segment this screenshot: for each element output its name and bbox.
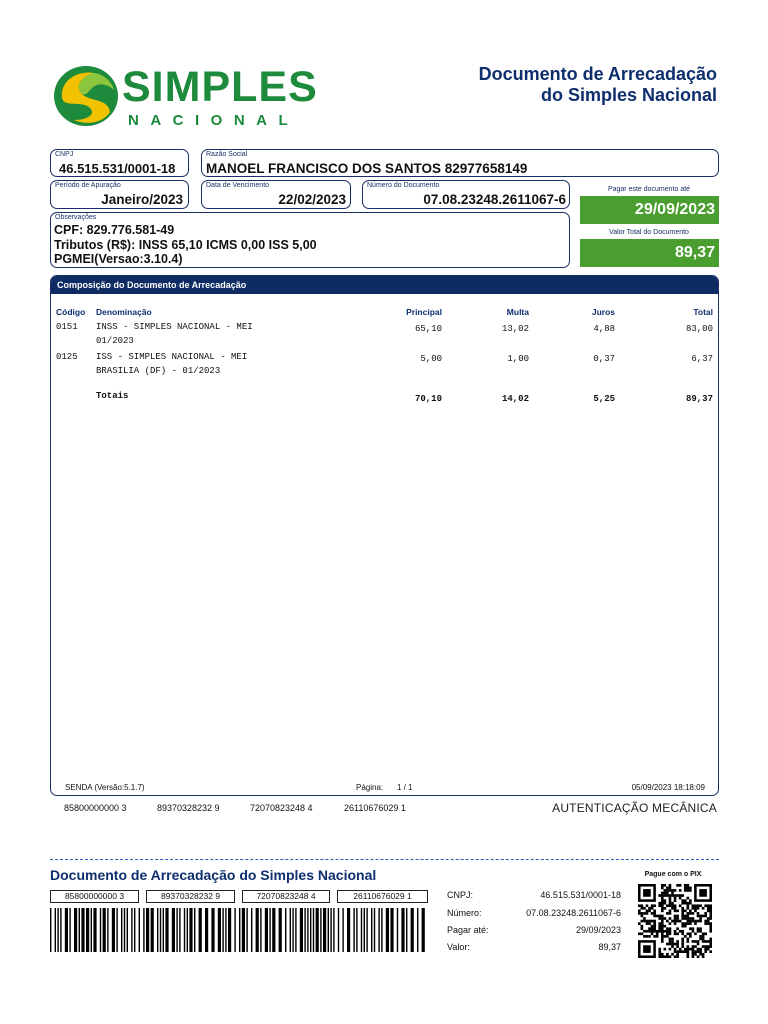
slip-pagar-ate-value: 29/09/2023 <box>575 925 621 935</box>
totals-label: Totais <box>96 391 129 401</box>
document-title-line2: do Simples Nacional <box>540 85 717 105</box>
linha-digitavel-3: 72070823248 4 <box>250 803 313 813</box>
slip-numero-label: Número: <box>447 908 482 918</box>
razao-social-label: Razão Social <box>206 151 248 158</box>
pagina-value: 1 / 1 <box>397 783 413 792</box>
totals-juros: 5,25 <box>593 394 615 404</box>
document-title-line1: Documento de Arrecadação <box>478 64 717 84</box>
pix-qrcode-icon[interactable] <box>638 884 712 958</box>
totals-total: 89,37 <box>685 394 713 404</box>
slip-cnpj-value: 46.515.531/0001-18 <box>540 890 621 900</box>
valor-total-label: Valor Total do Documento <box>609 229 689 236</box>
cut-line <box>50 859 719 860</box>
composicao-title: Composição do Documento de Arrecadação <box>51 276 718 294</box>
col-codigo: Código <box>56 307 86 317</box>
linha-digitavel-1: 85800000000 3 <box>64 803 127 813</box>
slip-valor-value: 89,37 <box>598 942 621 952</box>
slip-pagar-ate-label: Pagar até: <box>447 925 489 935</box>
numero-documento-label: Número do Documento <box>367 182 440 189</box>
composicao-panel <box>50 275 719 796</box>
row-codigo: 0125 <box>56 352 78 362</box>
cnpj-label: CNPJ <box>55 151 74 158</box>
slip-number-box-2: 89370328232 9 <box>146 890 235 903</box>
razao-social-value: MANOEL FRANCISCO DOS SANTOS 82977658149 <box>206 161 528 176</box>
totals-multa: 14,02 <box>501 394 529 404</box>
simples-logo-icon <box>52 64 120 128</box>
logo-wordmark: SIMPLES <box>122 63 318 111</box>
row-juros: 0,37 <box>593 354 615 364</box>
slip-numero-value: 07.08.23248.2611067-6 <box>526 908 621 918</box>
razao-social-field <box>201 149 719 177</box>
row-total: 83,00 <box>685 324 713 334</box>
periodo-label: Período de Apuração <box>55 182 121 189</box>
row-principal: 5,00 <box>420 354 442 364</box>
slip-title: Documento de Arrecadação do Simples Nacional <box>50 867 377 883</box>
vencimento-value: 22/02/2023 <box>278 192 346 207</box>
slip-number-box-1: 85800000000 3 <box>50 890 139 903</box>
col-denominacao: Denominação <box>96 307 152 317</box>
row-denominacao-line1: ISS - SIMPLES NACIONAL - MEI <box>96 352 248 362</box>
row-multa: 1,00 <box>507 354 529 364</box>
row-denominacao-line2: 01/2023 <box>96 336 134 346</box>
pagar-ate-value: 29/09/2023 <box>580 196 719 224</box>
pagar-ate-label: Pagar este documento até <box>607 186 691 193</box>
valor-total-value: 89,37 <box>580 239 719 267</box>
linha-digitavel-2: 89370328232 9 <box>157 803 220 813</box>
linha-digitavel-4: 26110676029 1 <box>344 803 406 813</box>
col-principal: Principal <box>406 307 442 317</box>
row-codigo: 0151 <box>56 322 78 332</box>
observacoes-line3: PGMEI(Versao:3.10.4) <box>54 252 183 266</box>
row-multa: 13,02 <box>501 324 529 334</box>
row-total: 6,37 <box>691 354 713 364</box>
row-juros: 4,88 <box>593 324 615 334</box>
slip-number-box-4: 26110676029 1 <box>337 890 428 903</box>
numero-documento-value: 07.08.23248.2611067-6 <box>423 192 566 207</box>
cnpj-field <box>50 149 189 177</box>
vencimento-field <box>201 180 351 209</box>
senda-version: SENDA (Versão:5.1.7) <box>65 783 145 792</box>
row-principal: 65,10 <box>414 324 442 334</box>
col-total: Total <box>693 307 713 317</box>
observacoes-field <box>50 212 570 268</box>
totals-principal: 70,10 <box>414 394 442 404</box>
totals-row <box>51 389 718 405</box>
observacoes-label: Observações <box>55 214 97 221</box>
table-row <box>51 320 718 350</box>
vencimento-label: Data de Vencimento <box>206 182 270 189</box>
document-title <box>479 64 717 106</box>
col-juros: Juros <box>591 307 615 317</box>
periodo-value: Janeiro/2023 <box>101 192 183 207</box>
slip-valor-label: Valor: <box>447 942 470 952</box>
slip-number-box-3: 72070823248 4 <box>242 890 330 903</box>
row-denominacao-line1: INSS - SIMPLES NACIONAL - MEI <box>96 322 253 332</box>
timestamp: 05/09/2023 18:18:09 <box>631 783 705 792</box>
autenticacao-mecanica: AUTENTICAÇÃO MECÂNICA <box>552 801 717 815</box>
observacoes-line2: Tributos (R$): INSS 65,10 ICMS 0,00 ISS 5,00 <box>54 238 317 252</box>
logo-subtitle: NACIONAL <box>128 112 300 129</box>
observacoes-line1: CPF: 829.776.581-49 <box>54 223 175 237</box>
periodo-field <box>50 180 189 209</box>
row-denominacao-line2: BRASILIA (DF) - 01/2023 <box>96 366 221 376</box>
barcode-icon <box>50 908 428 952</box>
cnpj-value: 46.515.531/0001-18 <box>59 161 176 176</box>
col-multa: Multa <box>506 307 529 317</box>
table-row <box>51 350 718 380</box>
slip-cnpj-label: CNPJ: <box>447 890 474 900</box>
numero-documento-field <box>362 180 570 209</box>
pagina-label: Página: <box>356 783 384 792</box>
pix-label: Pague com o PIX <box>644 871 702 878</box>
